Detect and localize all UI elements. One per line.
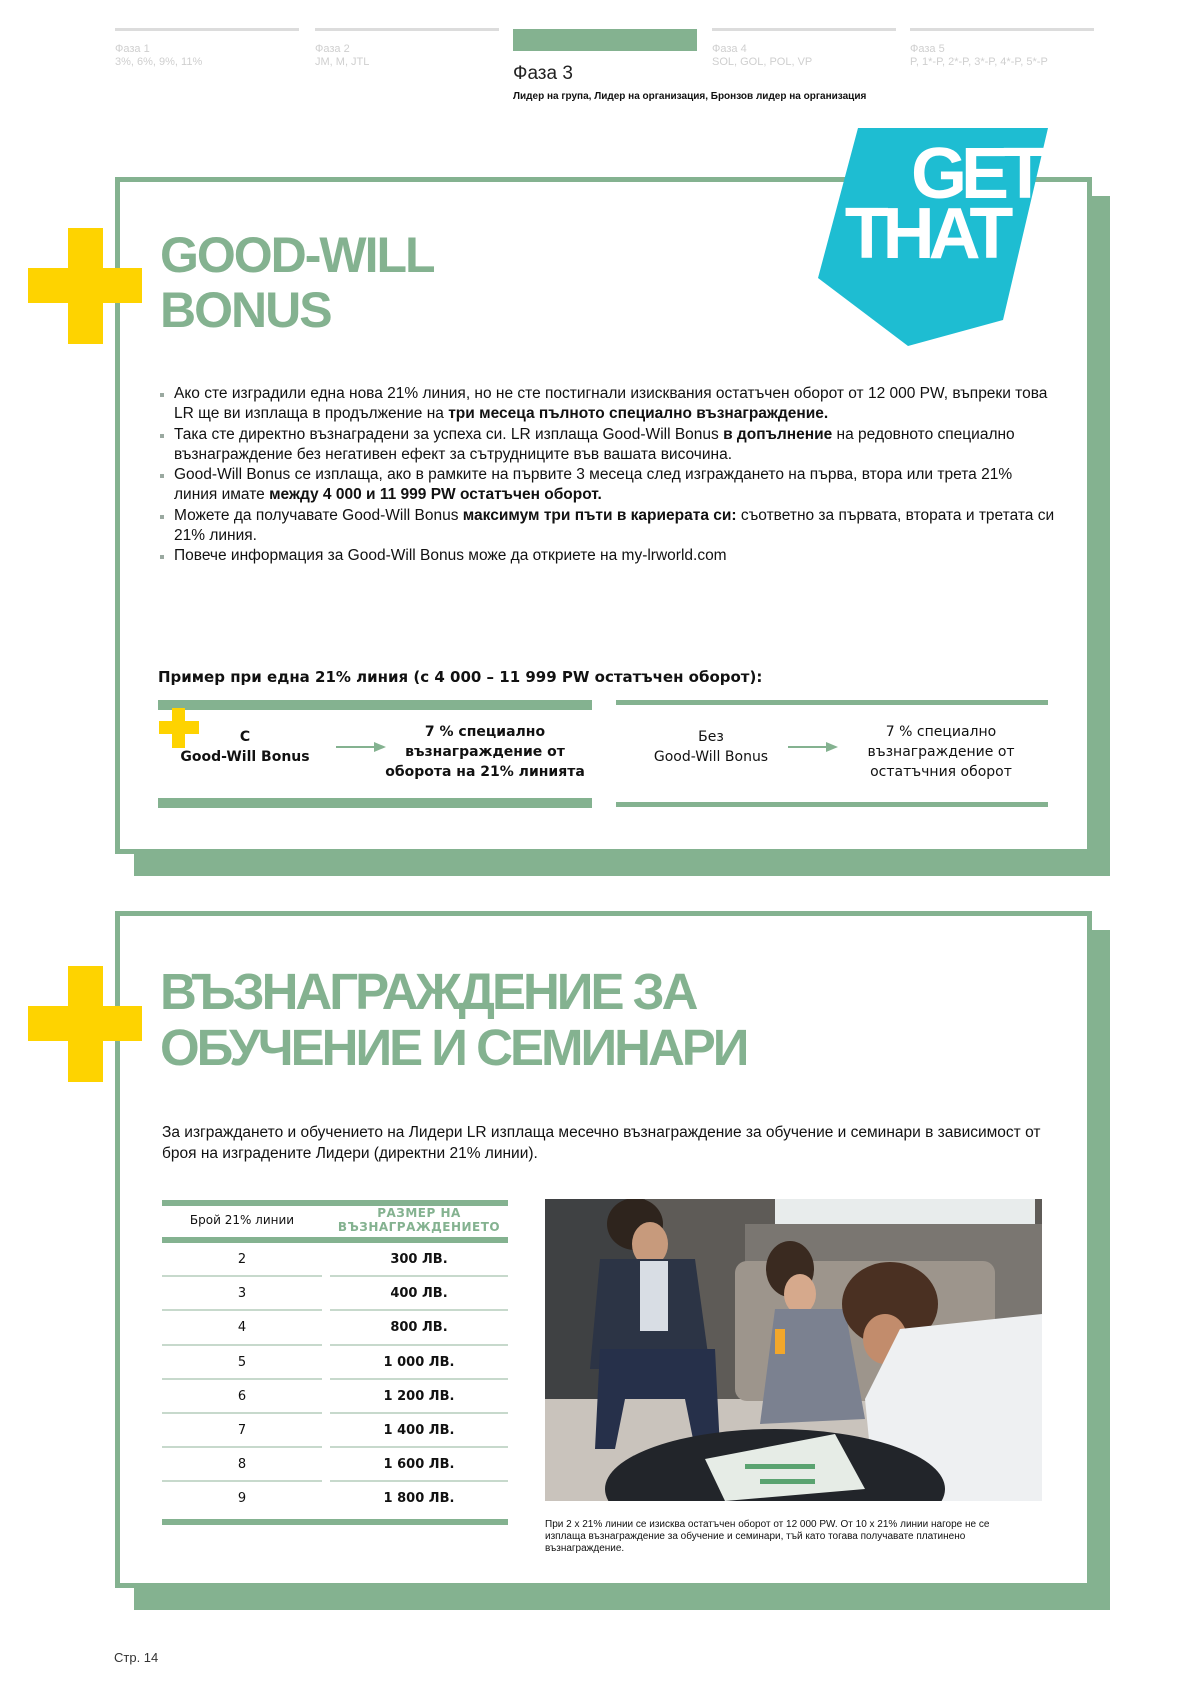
bullet-text: Можете да получавате Good-Will Bonus xyxy=(174,506,463,524)
without-bonus-result xyxy=(841,722,1041,782)
phase-2 xyxy=(315,28,499,69)
table-footnote: При 2 x 21% линии се изисква остатъчен оборот от 12 000 PW. От 10 x 21% линии нагоре не се изплаща възнаграждение за обучение и семинари, тъй като тогава получавате платинено възнаграждение. xyxy=(545,1519,990,1554)
cell-lines: 8 xyxy=(237,1457,247,1473)
cell-lines: 3 xyxy=(237,1286,247,1302)
cell-amount: 800 ЛВ. xyxy=(390,1320,448,1336)
label-line: С xyxy=(239,729,251,745)
bullet-item xyxy=(158,506,1058,547)
result-line: оборота на 21% линията xyxy=(385,764,585,780)
result-line: възнаграждение от xyxy=(867,744,1015,760)
table-row xyxy=(162,1448,508,1482)
table-row xyxy=(162,1380,508,1414)
bullet-item xyxy=(158,546,1058,566)
phase-5 xyxy=(910,28,1094,69)
badge-text-that: THAT xyxy=(844,194,1008,274)
training-intro: За изграждането и обучението на Лидери LR изплаща месечно възнаграждение за обучение и семинари в зависимост от броя на изградените Лидери (директни 21% линии). xyxy=(162,1124,1041,1162)
cell-amount: 1 800 ЛВ. xyxy=(383,1491,455,1507)
cell-amount: 1 600 ЛВ. xyxy=(383,1457,455,1473)
phase-name: Фаза 5 xyxy=(910,43,945,55)
bullet-emphasis: в допълнение xyxy=(723,425,833,443)
table-row xyxy=(162,1311,508,1345)
example-with-bonus xyxy=(158,700,592,808)
table-row xyxy=(162,1243,508,1277)
cell-lines: 2 xyxy=(237,1252,247,1267)
result-line: 7 % специално xyxy=(885,724,997,740)
bullet-text: Повече информация за Good-Will Bonus може да откриете на my-lrworld.com xyxy=(174,547,727,565)
cell-amount: 1 400 ЛВ. xyxy=(383,1423,455,1438)
divider xyxy=(158,798,592,808)
bullet-item xyxy=(158,425,1058,466)
with-bonus-label xyxy=(160,727,330,767)
phase-4 xyxy=(712,28,896,69)
phase-levels: Лидер на група, Лидер на организация, Бронзов лидер на организация xyxy=(513,91,867,102)
goodwill-bullets xyxy=(158,384,1058,567)
badge-text-get: GET xyxy=(910,134,1042,214)
table-row xyxy=(162,1346,508,1380)
phase-name: Фаза 2 xyxy=(315,43,350,55)
title-line: GOOD-WILL xyxy=(160,227,434,283)
phase-bar xyxy=(712,28,896,31)
page-number: Стр. 14 xyxy=(114,1650,159,1665)
arrow-right-icon xyxy=(788,741,838,753)
phase-name: Фаза 3 xyxy=(513,63,573,84)
cell-amount: 1 000 ЛВ. xyxy=(383,1354,455,1370)
phase-levels: 3%, 6%, 9%, 11% xyxy=(115,56,203,68)
table-bottom-bar xyxy=(162,1519,508,1525)
result-line: възнаграждение от xyxy=(405,744,565,760)
phase-bar xyxy=(910,28,1094,31)
phase-levels: SOL, GOL, POL, VP xyxy=(712,56,813,68)
bullet-text: Ако сте изградили една нова 21% линия, но не сте постигнали изисквания остатъчен оборот от 12 000 PW, въпреки това LR ще ви изплаща в продължение на xyxy=(174,385,1048,423)
column-header-amount xyxy=(330,1206,508,1234)
title-line: BONUS xyxy=(160,282,331,338)
label-line: Good-Will Bonus xyxy=(653,749,769,765)
goodwill-title xyxy=(160,228,434,338)
phase-bar xyxy=(315,28,499,31)
cell-amount: 400 ЛВ. xyxy=(390,1286,448,1302)
result-line: 7 % специално xyxy=(424,724,546,740)
table-row xyxy=(162,1482,508,1516)
cell-lines: 4 xyxy=(237,1320,247,1336)
bullet-emphasis: три месеца пълното специално възнаграждение. xyxy=(448,405,829,423)
bullet-text: съответно за първата, втората и третата си 21% линия. xyxy=(174,506,1055,545)
photo-illustration xyxy=(545,1199,1042,1501)
without-bonus-label xyxy=(616,727,806,767)
divider xyxy=(158,700,592,710)
phase-levels: P, 1*-P, 2*-P, 3*-P, 4*-P, 5*-P xyxy=(910,56,1048,68)
example-title: Пример при една 21% линия (с 4 000 – 11 999 PW остатъчен оборот): xyxy=(158,668,763,686)
training-title xyxy=(160,964,746,1076)
column-header-lines: Брой 21% линии xyxy=(189,1213,295,1227)
cell-lines: 6 xyxy=(237,1388,247,1404)
header-line: ВЪЗНАГРАЖДЕНИЕТО xyxy=(337,1220,501,1234)
get-that-badge xyxy=(818,128,1048,348)
table-row xyxy=(162,1414,508,1448)
header-line: РАЗМЕР НА xyxy=(377,1206,461,1220)
label-line: Без xyxy=(698,729,724,745)
bullet-text: на редовното специално възнаграждение без негативен ефект за сътрудниците във вашата височина. xyxy=(174,425,1015,463)
bullet-emphasis: между 4 000 и 11 999 PW остатъчен оборот. xyxy=(269,486,602,504)
phase-bar xyxy=(115,28,299,31)
phase-name: Фаза 1 xyxy=(115,43,150,55)
title-line: ОБУЧЕНИЕ И СЕМИНАРИ xyxy=(160,1019,747,1076)
cell-amount: 300 ЛВ. xyxy=(390,1252,448,1267)
phase-1 xyxy=(115,28,299,69)
result-line: остатъчния оборот xyxy=(870,764,1012,780)
example-without-bonus xyxy=(616,700,1048,808)
team-photo xyxy=(545,1199,1042,1501)
with-bonus-result xyxy=(378,722,592,782)
cell-lines: 7 xyxy=(237,1423,247,1438)
cell-lines: 5 xyxy=(237,1354,247,1370)
bullet-text: Good-Will Bonus се изплаща, ако в рамките на първите 3 месеца след изграждането на първа, втора или трета 21% линия имате xyxy=(174,466,1013,504)
label-line: Good-Will Bonus xyxy=(180,749,310,765)
table-row xyxy=(162,1277,508,1311)
phase-levels: JM, M, JTL xyxy=(315,56,370,68)
bullet-text: Така сте директно възнаградени за успеха си. LR изплаща Good-Will Bonus xyxy=(174,425,724,443)
bullet-emphasis: максимум три пъти в кариерата си: xyxy=(462,506,737,524)
divider xyxy=(616,802,1048,807)
cell-amount: 1 200 ЛВ. xyxy=(383,1388,455,1404)
phase-name: Фаза 4 xyxy=(712,43,747,55)
divider xyxy=(616,700,1048,705)
cell-lines: 9 xyxy=(237,1491,247,1507)
phase-bar-active xyxy=(513,29,697,51)
bullet-item xyxy=(158,465,1058,506)
bullet-item xyxy=(158,384,1058,425)
title-line: ВЪЗНАГРАЖДЕНИЕ ЗА xyxy=(160,963,696,1020)
